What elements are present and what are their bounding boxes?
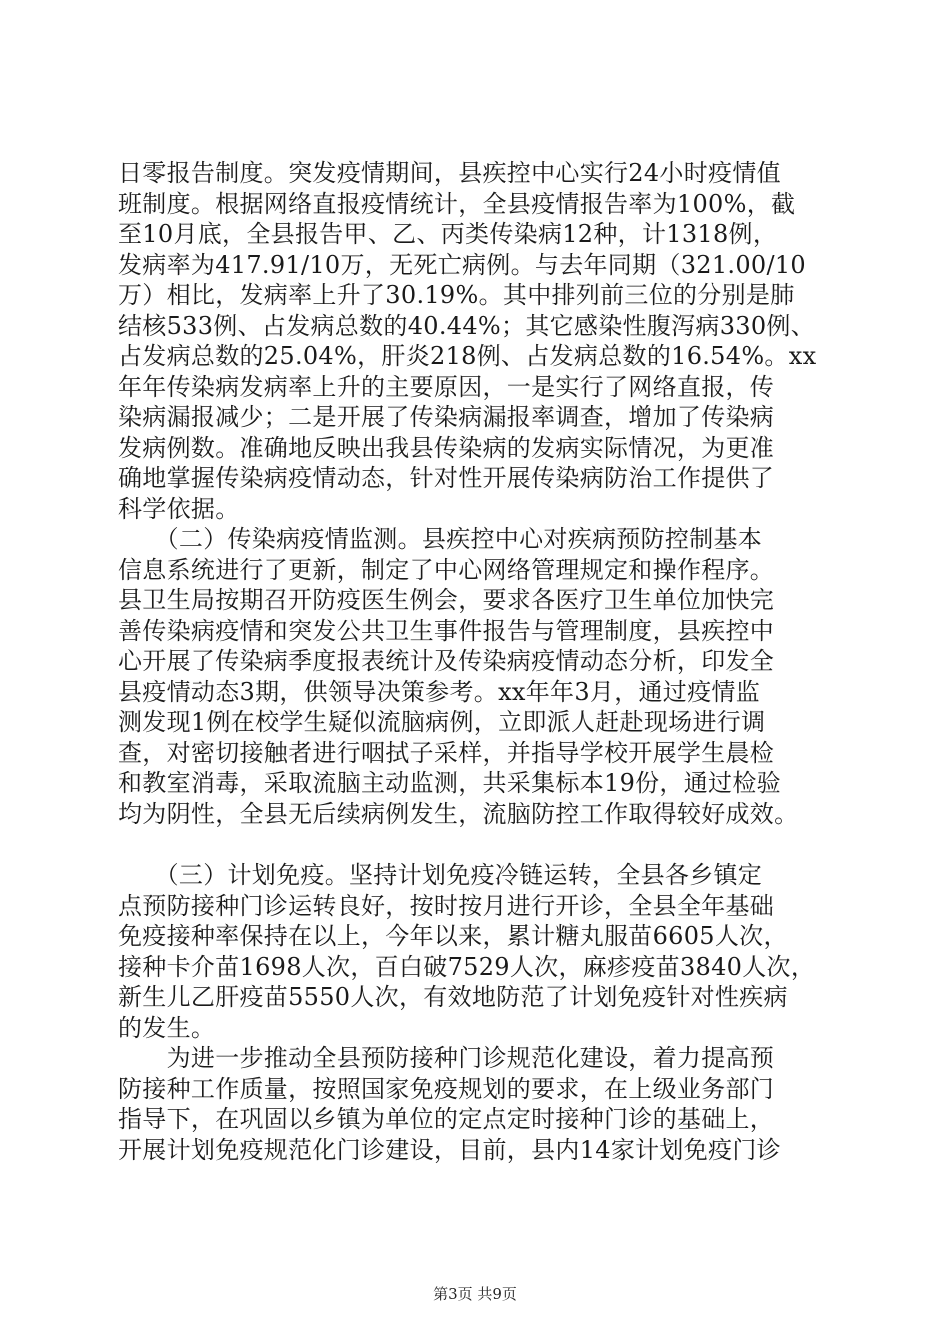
paragraph-epidemic-monitoring: （二）传染病疫情监测。县疾控中心对疾病预防控制基本 信息系统进行了更新，制定了中心网络管理规定和操作程序。 县卫生局按期召开防疫医生例会，要求各医疗卫生单位加快完 善传染病疫情和突发公共卫生事件报告与管理制度，县疾控中 心开展了传染病季度报表统计及传染病疫情动态分析，印发全 县疫情动态3期，供领导决策参考。xx年年3月，通过疫情监 测发现1例在校学生疑似流脑病例，立即派人赶赴现场进行调 查，对密切接触者进行咽拭子采样，并指导学校开展学生晨检 和教室消毒，采取流脑主动监测，共采集标本19份，通过检验 均为阴性，全县无后续病例发生，流脑防控工作取得较好成效。: [118, 525, 799, 828]
paragraph-spacer: [118, 829, 830, 860]
document-body: [118, 158, 830, 1165]
page-number-footer: 第3页 共9页: [433, 1285, 517, 1303]
paragraph-immunization-plan: （三）计划免疫。坚持计划免疫冷链运转，全县各乡镇定 点预防接种门诊运转良好，按时按月进行开诊，全县全年基础 免疫接种率保持在以上，今年以来，累计糖丸服苗6605人次， 接种卡介苗1698人次，百白破7529人次，麻疹疫苗3840人次， 新生儿乙肝疫苗5550人次，有效地防范了计划免疫针对性疾病 的发生。: [118, 861, 816, 1042]
paragraph-clinic-standardization: 为进一步推动全县预防接种门诊规范化建设，着力提高预 防接种工作质量，按照国家免疫规划的要求，在上级业务部门 指导下，在巩固以乡镇为单位的定点定时接种门诊的基础上， 开展计划免疫规范化门诊建设，目前，县内14家计划免疫门诊: [118, 1044, 781, 1164]
paragraph-report-statistics: 日零报告制度。突发疫情期间，县疾控中心实行24小时疫情值 班制度。根据网络直报疫情统计，全县疫情报告率为100%，截 至10月底，全县报告甲、乙、丙类传染病12种，计1318例， 发病率为417.91/10万，无死亡病例。与去年同期（321.00/10 万）相比，发病率上升了30.19%。其中排列前三位的分别是肺 结核533例、占发病总数的40.44%；其它感染性腹泻病330例、 占发病总数的25.04%，肝炎218例、占发病总数的16.54%。xx 年年传染病发病率上升的主要原因，一是实行了网络直报，传 染病漏报减少；二是开展了传染病漏报率调查，增加了传染病 发病例数。准确地反映出我县传染病的发病实际情况，为更准 确地掌握传染病疫情动态，针对性开展传染病防治工作提供了 科学依据。: [118, 159, 817, 523]
